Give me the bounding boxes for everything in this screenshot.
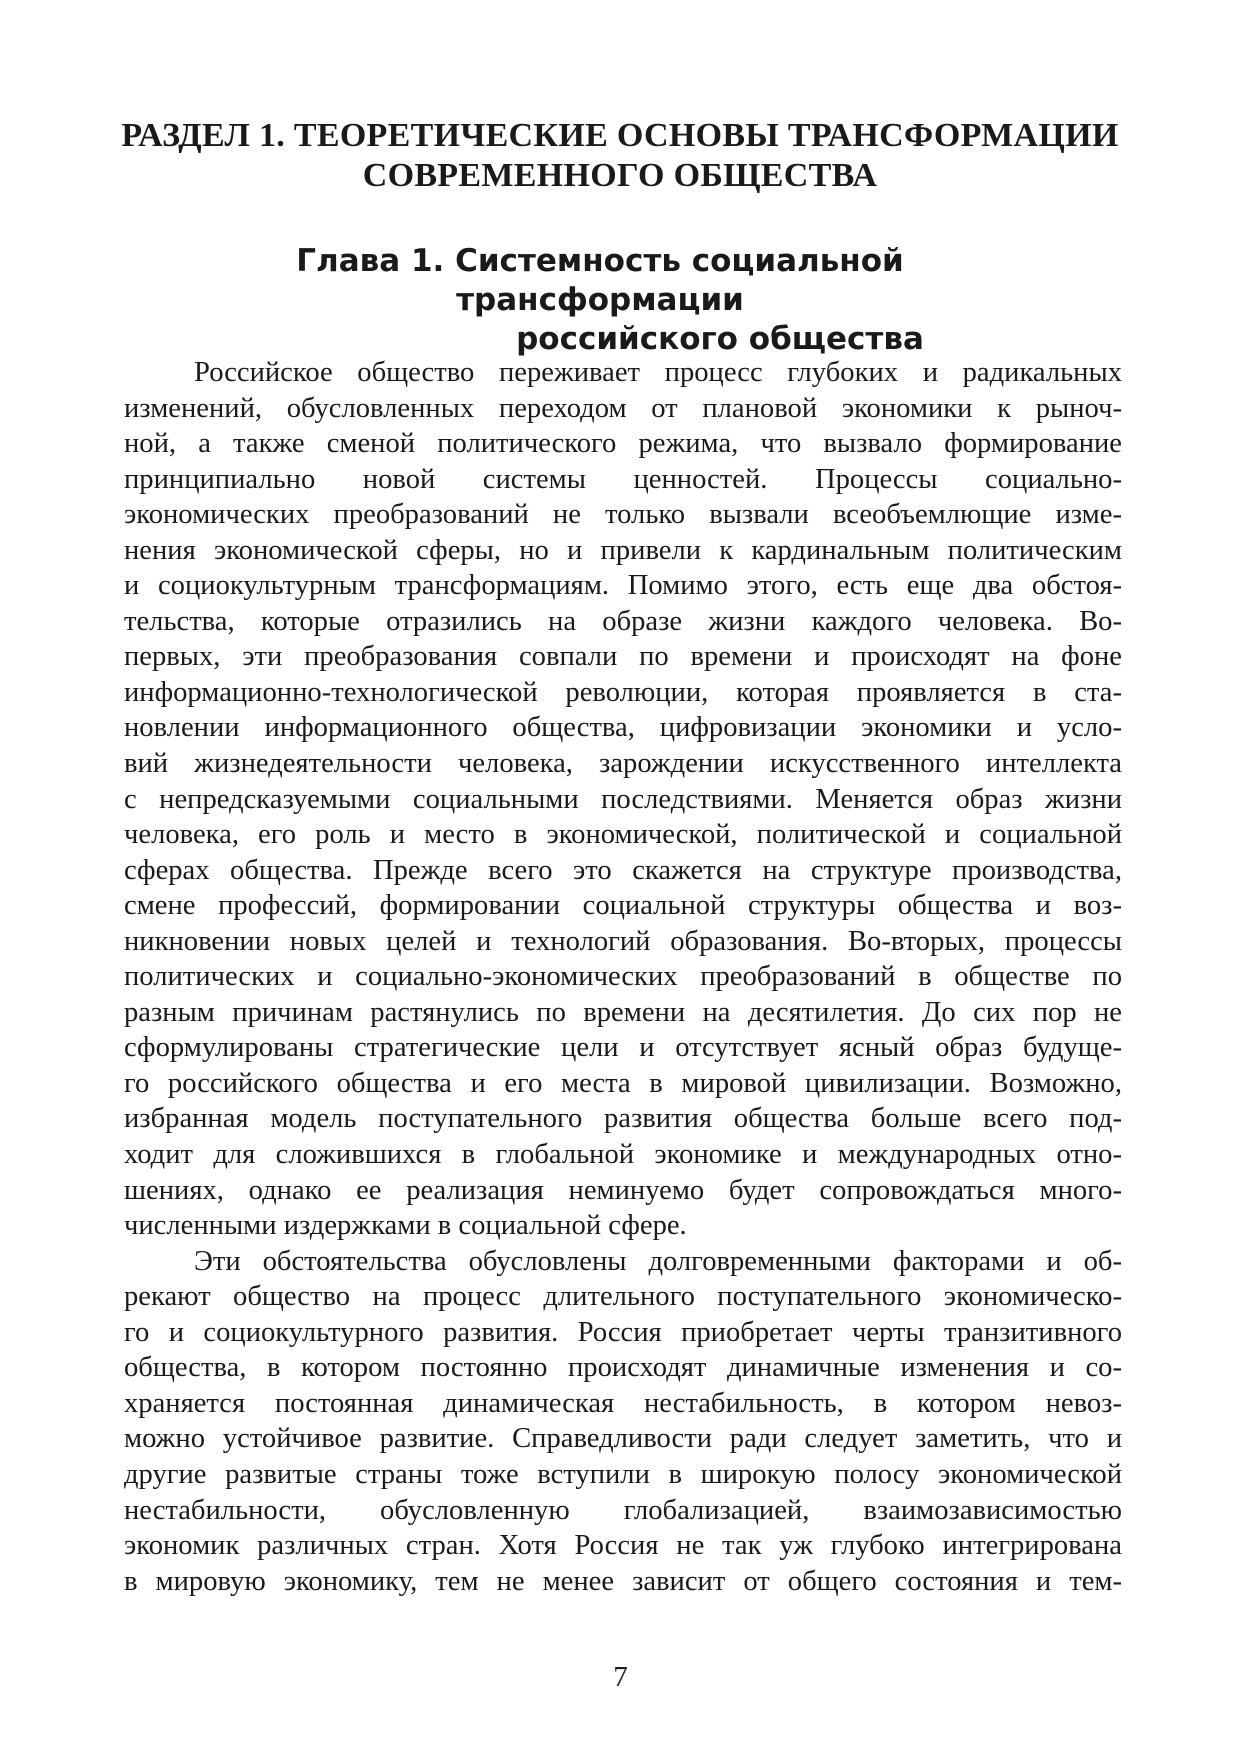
text-line: ной, а также сменой политического режима, что вызвало формирование (124, 428, 1122, 460)
text-line: Эти обстоятельства обусловлены долговременными факторами и об- (194, 1245, 1122, 1277)
text-line: избранная модель поступательного развития общества больше всего под- (124, 1103, 1122, 1135)
text-line: численными издержками в социальной сфере. (124, 1210, 687, 1242)
text-line: принципиально новой системы ценностей. Процессы социально- (124, 463, 1122, 495)
text-line: политических и социально-экономических преобразований в обществе по (124, 961, 1122, 993)
page-number: 7 (613, 1661, 628, 1693)
text-line: изменений, обусловленных переходом от плановой экономики к рыноч- (124, 392, 1122, 424)
paragraph (124, 355, 1122, 1244)
text-line: экономических преобразований не только вызвали всеобъемлющие изме- (124, 499, 1122, 531)
text-line: в мировую экономику, тем не менее зависит от общего состояния и тем- (124, 1565, 1122, 1597)
text-line: смене профессий, формировании социальной структуры общества и воз- (124, 890, 1122, 922)
text-line: Российское общество переживает процесс глубоких и радикальных (194, 357, 1122, 388)
paragraph (124, 1244, 1122, 1599)
text-line: первых, эти преобразования совпали по времени и происходят на фоне (124, 641, 1122, 673)
section-title-line-2: СОВРЕМЕННОГО ОБЩЕСТВА (362, 157, 878, 194)
body-text (124, 355, 1122, 1599)
text-line: другие развитые страны тоже вступили в широкую полосу экономической (124, 1458, 1122, 1490)
text-line: информационно-технологической революции, которая проявляется в ста- (124, 676, 1122, 708)
text-line: храняется постоянная динамическая нестабильность, в котором невоз- (124, 1387, 1122, 1419)
chapter-title-line-2: российского общества (516, 321, 924, 357)
text-line: нения экономической сферы, но и привели к кардинальным политическим (124, 534, 1122, 566)
text-line: сферах общества. Прежде всего это скажется на структуре производства, (124, 854, 1122, 886)
text-line: с непредсказуемыми социальными последствиями. Меняется образ жизни (124, 783, 1122, 815)
text-line: го и социокультурного развития. Россия приобретает черты транзитивного (124, 1316, 1122, 1348)
section-title-line-1: РАЗДЕЛ 1. ТЕОРЕТИЧЕСКИЕ ОСНОВЫ ТРАНСФОРМАЦИИ (121, 117, 1119, 154)
text-line: го российского общества и его места в мировой цивилизации. Возможно, (124, 1067, 1122, 1099)
text-line: новлении информационного общества, цифровизации экономики и усло- (124, 712, 1122, 744)
text-line: шениях, однако ее реализация неминуемо будет сопровождаться много- (124, 1174, 1122, 1206)
text-line: тельства, которые отразились на образе жизни каждого человека. Во- (124, 605, 1122, 637)
chapter-title (150, 242, 1050, 359)
text-line: вий жизнедеятельности человека, зарождении искусственного интеллекта (124, 748, 1122, 780)
text-line: нестабильности, обусловленную глобализацией, взаимозависимостью (124, 1494, 1122, 1526)
text-line: разным причинам растянулись по времени на десятилетия. До сих пор не (124, 996, 1122, 1028)
text-line: ходит для сложившихся в глобальной экономике и международных отно- (124, 1139, 1122, 1171)
chapter-title-line-1: Глава 1. Системность социальной трансформации (296, 243, 904, 318)
text-line: и социокультурным трансформациям. Помимо этого, есть еще два обстоя- (124, 570, 1122, 602)
text-line: сформулированы стратегические цели и отсутствует ясный образ будуще- (124, 1032, 1122, 1064)
text-line: экономик различных стран. Хотя Россия не так уж глубоко интегрирована (124, 1530, 1122, 1562)
section-title (100, 116, 1140, 196)
text-line: никновении новых целей и технологий образования. Во-вторых, процессы (124, 925, 1122, 957)
text-line: человека, его роль и место в экономической, политической и социальной (124, 819, 1122, 851)
text-line: общества, в котором постоянно происходят динамичные изменения и со- (124, 1352, 1122, 1384)
text-line: можно устойчивое развитие. Справедливости ради следует заметить, что и (124, 1423, 1122, 1455)
text-line: рекают общество на процесс длительного поступательного экономическо- (124, 1281, 1122, 1313)
